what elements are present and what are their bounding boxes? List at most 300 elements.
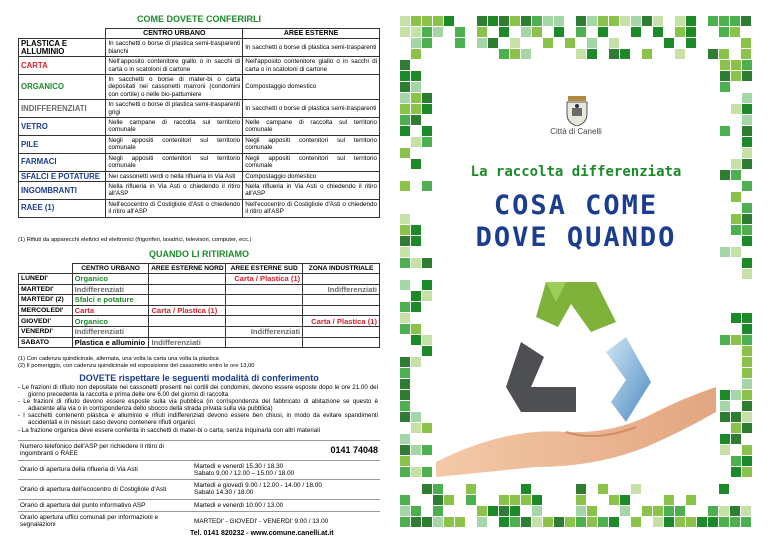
border-square <box>422 104 432 114</box>
border-square <box>631 16 641 26</box>
recycle-hand-illustration <box>426 262 726 482</box>
urban-instruction: In sacchetti o borse di plastica semi-trasparenti grigi <box>106 100 243 118</box>
waste-type-label: INGOMBRANTI <box>19 181 106 199</box>
border-square <box>510 38 520 48</box>
schedule-cell-urban: Indifferenziati <box>72 284 149 295</box>
border-square <box>741 506 751 516</box>
border-square <box>742 456 752 466</box>
border-square <box>499 16 509 26</box>
how-row <box>19 181 380 199</box>
border-square <box>642 49 652 59</box>
border-square <box>510 517 520 527</box>
border-square <box>664 506 674 516</box>
border-square <box>477 38 487 48</box>
border-square <box>675 517 685 527</box>
border-square <box>411 236 421 246</box>
border-square <box>532 27 542 37</box>
border-square <box>731 390 741 400</box>
border-square <box>400 115 410 125</box>
how-row <box>19 199 380 217</box>
border-square <box>433 495 443 505</box>
border-square <box>477 16 487 26</box>
schedule-cell-north: Indifferenziati <box>149 337 226 348</box>
border-square <box>686 517 696 527</box>
border-square <box>742 346 752 356</box>
how-row <box>19 39 380 57</box>
city-crest-icon <box>564 96 590 126</box>
border-square <box>609 517 619 527</box>
border-square <box>609 38 619 48</box>
border-square <box>433 517 443 527</box>
border-square <box>444 495 454 505</box>
border-square <box>741 16 751 26</box>
schedule-header: AREE ESTERNE NORD <box>149 264 226 274</box>
urban-instruction: In sacchetti o borse di plastica semi-trasparenti bianchi <box>106 39 243 57</box>
waste-type-label: CARTA <box>19 57 106 75</box>
border-square <box>521 495 531 505</box>
border-square <box>400 434 410 444</box>
border-square <box>731 434 741 444</box>
how-row <box>19 75 380 100</box>
border-square <box>742 423 752 433</box>
border-square <box>742 71 752 81</box>
urban-instruction: Negli appositi contenitori sul territorio comunale <box>106 135 243 153</box>
border-square <box>742 60 752 70</box>
border-square <box>477 506 487 516</box>
border-square <box>422 16 432 26</box>
border-square <box>532 16 542 26</box>
border-square <box>411 49 421 59</box>
info-value: Martedì e giovedì 9.00 / 12.00 - 14.00 / 18.00 Sabato 14.30 / 18.00 <box>192 480 380 500</box>
border-square <box>400 324 410 334</box>
city-name: Città di Canelli <box>550 127 602 136</box>
info-row <box>18 499 380 511</box>
border-square <box>598 484 608 494</box>
outer-instruction: Nelle campane di raccolta sul territorio comunale <box>243 118 380 136</box>
border-square <box>742 159 752 169</box>
border-square <box>730 16 740 26</box>
border-square <box>400 412 410 422</box>
border-square <box>543 38 553 48</box>
schedule-row <box>19 284 380 295</box>
border-square <box>719 16 729 26</box>
border-square <box>499 495 509 505</box>
section-title-when: QUANDO LI RITIRIAMO <box>149 249 249 259</box>
border-square <box>411 423 421 433</box>
border-square <box>422 484 432 494</box>
border-square <box>664 517 674 527</box>
how-row <box>19 171 380 181</box>
schedule-cell-south <box>226 316 303 327</box>
border-square <box>400 495 410 505</box>
border-square <box>521 49 531 59</box>
border-square <box>400 506 410 516</box>
border-square <box>510 495 520 505</box>
border-square <box>576 495 586 505</box>
info-value: Martedì e venerdì 15.30 / 18.30 Sabato 9.00 / 12.00 – 15.00 / 18.00 <box>192 460 380 480</box>
info-label: Orario di apertura dell'ecocentro di Costigliole d'Asti <box>18 480 192 500</box>
border-square <box>631 27 641 37</box>
schedule-cell-ind <box>303 337 380 348</box>
border-square <box>587 16 597 26</box>
border-square <box>400 401 410 411</box>
border-square <box>444 517 454 527</box>
border-square <box>411 506 421 516</box>
border-square <box>411 302 421 312</box>
border-square <box>719 484 729 494</box>
border-square <box>720 71 730 81</box>
border-square <box>730 27 740 37</box>
border-square <box>742 137 752 147</box>
urban-instruction: Nella riflueria in Via Asti o chiedendo il ritiro all'ASP <box>106 181 243 199</box>
schedule-header: AREE ESTERNE SUD <box>226 264 303 274</box>
border-square <box>731 335 741 345</box>
border-square <box>742 412 752 422</box>
info-label: Orario apertura uffici comunali per informazioni e segnalazioni <box>18 512 192 531</box>
border-square <box>554 517 564 527</box>
waste-type-label: ORGANICO <box>19 75 106 100</box>
border-square <box>719 27 729 37</box>
info-value: Martedì e venerdì 10.00 / 13.00 <box>192 499 380 511</box>
col-urban-header: CENTRO URBANO <box>106 29 243 39</box>
border-square <box>741 517 751 527</box>
border-square <box>741 49 751 59</box>
border-square <box>620 506 630 516</box>
border-square <box>400 467 410 477</box>
outer-instruction: Nell'apposito contenitore giallo o in sacchi di carta o in scatoloni di cartone <box>243 57 380 75</box>
border-square <box>532 517 542 527</box>
schedule-day: MARTEDI' <box>19 284 73 295</box>
border-square <box>742 335 752 345</box>
border-square <box>521 517 531 527</box>
border-square <box>587 517 597 527</box>
border-square <box>708 49 718 59</box>
border-square <box>609 495 619 505</box>
schedule-cell-urban: Indifferenziati <box>72 326 149 337</box>
note-raee: (1) Rifiuti da apparecchi elettrici ed elettronici (frigoriferi, lavatrici, televisori, computer, ecc.) <box>18 237 252 243</box>
how-table <box>18 28 380 218</box>
border-square <box>411 82 421 92</box>
schedule-cell-urban: Sfalci e potature <box>72 295 149 306</box>
schedule-cell-south: Indifferenziati <box>226 326 303 337</box>
border-square <box>510 506 520 516</box>
waste-type-label: SFALCI E POTATURE <box>19 171 106 181</box>
outer-instruction: Nella riflueria in Via Asti o chiedendo il ritiro all'ASP <box>243 181 380 199</box>
border-square <box>499 506 509 516</box>
border-square <box>499 27 509 37</box>
border-square <box>686 495 696 505</box>
schedule-cell-ind <box>303 305 380 316</box>
rule-item <box>18 427 378 434</box>
schedule-cell-urban: Organico <box>72 316 149 327</box>
outer-instruction: Compostaggio domestico <box>243 75 380 100</box>
border-square <box>598 517 608 527</box>
border-square <box>731 214 741 224</box>
border-square <box>411 324 421 334</box>
border-square <box>400 258 410 268</box>
border-square <box>411 258 421 268</box>
rule-item <box>18 398 378 412</box>
section-title-how: COME DOVETE CONFERIRLI <box>136 14 261 24</box>
border-square <box>433 506 443 516</box>
border-square <box>730 506 740 516</box>
border-square <box>664 38 674 48</box>
border-square <box>731 60 741 70</box>
border-square <box>411 16 421 26</box>
urban-instruction: Negli appositi contenitori sul territorio comunale <box>106 153 243 171</box>
border-square <box>742 401 752 411</box>
border-square <box>742 324 752 334</box>
schedule-row <box>19 316 380 327</box>
border-square <box>499 49 509 59</box>
border-square <box>631 517 641 527</box>
urban-instruction: Nell'apposito contenitore giallo o in sacchi di carta o in scatoloni di cartone <box>106 57 243 75</box>
waste-type-label: PILE <box>19 135 106 153</box>
schedule-cell-ind: Carta / Plastica (1) <box>303 316 380 327</box>
info-value: MARTEDI' - GIOVEDI' - VENERDI' 9.00 / 13.00 <box>192 512 380 531</box>
rule-text: Le frazioni di rifiuto devono essere esposte sulla via pubblica (in corrispondenza del fabbricato di abitazione se questo è adiacente alla via o in corrispondenza dello sbocco della strada privata sulla via pubblica) <box>23 398 379 413</box>
info-label: Orario di apertura della riflueria di Via Asti <box>18 460 192 480</box>
cover-subtitle: La raccolta differenziata <box>470 164 682 180</box>
outer-instruction: In sacchetti o borse di plastica semi-trasparenti <box>243 100 380 118</box>
border-square <box>620 16 630 26</box>
border-square <box>708 517 718 527</box>
border-square <box>576 49 586 59</box>
schedule-cell-south <box>226 337 303 348</box>
border-square <box>742 269 752 279</box>
border-square <box>400 148 410 158</box>
border-square <box>742 93 752 103</box>
border-square <box>499 517 509 527</box>
border-square <box>697 517 707 527</box>
border-square <box>731 467 741 477</box>
border-square <box>620 49 630 59</box>
info-label: Numero telefonico dell'ASP per richiedere il ritiro di ingombranti o RAEE <box>18 441 192 461</box>
border-square <box>532 506 542 516</box>
border-square <box>565 38 575 48</box>
border-square <box>411 291 421 301</box>
schedule-cell-south <box>226 305 303 316</box>
border-square <box>433 27 443 37</box>
border-square <box>642 16 652 26</box>
border-square <box>400 280 410 290</box>
border-square <box>675 27 685 37</box>
border-square <box>731 412 741 422</box>
border-square <box>400 390 410 400</box>
how-row <box>19 57 380 75</box>
bullet-dash: - <box>18 398 24 406</box>
border-square <box>720 60 730 70</box>
border-square <box>730 517 740 527</box>
border-square <box>400 71 410 81</box>
border-square <box>719 49 729 59</box>
border-square <box>719 506 729 516</box>
border-square <box>400 16 410 26</box>
border-square <box>400 302 410 312</box>
border-square <box>675 506 685 516</box>
how-row <box>19 118 380 136</box>
border-square <box>731 313 741 323</box>
border-square <box>400 236 410 246</box>
border-square <box>742 126 752 136</box>
rule-item <box>18 384 378 398</box>
border-square <box>411 137 421 147</box>
schedule-cell-urban: Carta <box>72 305 149 316</box>
outer-instruction: Compostaggio domestico <box>243 171 380 181</box>
border-square <box>731 104 741 114</box>
border-square <box>400 357 410 367</box>
border-square <box>620 495 630 505</box>
border-square <box>455 517 465 527</box>
border-square <box>686 38 696 48</box>
border-square <box>532 495 542 505</box>
waste-type-label: RAEE (1) <box>19 199 106 217</box>
border-square <box>742 379 752 389</box>
border-square <box>653 517 663 527</box>
border-square <box>719 517 729 527</box>
border-square <box>411 445 421 455</box>
border-square <box>411 357 421 367</box>
border-square <box>653 506 663 516</box>
border-square <box>742 225 752 235</box>
schedule-day: VENERDI' <box>19 326 73 337</box>
how-row <box>19 135 380 153</box>
border-square <box>631 484 641 494</box>
info-value: 0141 74048 <box>192 441 380 461</box>
schedule-row <box>19 274 380 285</box>
border-square <box>411 467 421 477</box>
border-square <box>731 225 741 235</box>
border-square <box>477 27 487 37</box>
border-square <box>400 126 410 136</box>
note-afternoon: (2) Il pomeriggio, con cadenza quindicinale ed esposizione del cassonetto entro le ore 13,00 <box>18 363 255 369</box>
border-square <box>422 517 432 527</box>
schedule-cell-urban: Organico <box>72 274 149 285</box>
border-square <box>477 517 487 527</box>
border-square <box>400 445 410 455</box>
info-row <box>18 480 380 500</box>
border-square <box>742 313 752 323</box>
border-square <box>576 484 586 494</box>
border-square <box>554 27 564 37</box>
border-square <box>576 517 586 527</box>
bullet-dash: - <box>18 384 23 391</box>
border-square <box>411 71 421 81</box>
urban-instruction: In sacchetti o borse di mater-bi o carta depositati nei cassonetti marroni (condomini con cortile) o nelle bio-pattumiere <box>106 75 243 100</box>
schedule-cell-north <box>149 326 226 337</box>
border-square <box>411 517 421 527</box>
border-square <box>720 82 730 92</box>
border-square <box>422 38 432 48</box>
info-label: Orario di apertura del punto informativo ASP <box>18 499 192 511</box>
section-title-rules: DOVETE rispettare le seguenti modalità di conferimento <box>79 373 319 383</box>
border-square <box>587 49 597 59</box>
border-square <box>411 27 421 37</box>
outer-instruction: Nell'ecocentro di Costigliole d'Asti o chiedendo il ritiro all'ASP <box>243 199 380 217</box>
schedule-day: MARTEDI' (2) <box>19 295 73 306</box>
schedule-cell-ind: Indifferenziati <box>303 284 380 295</box>
border-square <box>411 38 421 48</box>
border-square <box>488 38 498 48</box>
schedule-day: SABATO <box>19 337 73 348</box>
border-square <box>741 38 751 48</box>
border-square <box>720 170 730 180</box>
schedule-cell-ind <box>303 274 380 285</box>
border-square <box>731 71 741 81</box>
info-row <box>18 512 380 531</box>
border-square <box>708 506 718 516</box>
border-square <box>400 368 410 378</box>
border-square <box>400 214 410 224</box>
schedule-row <box>19 305 380 316</box>
border-square <box>400 93 410 103</box>
outer-instruction: Negli appositi contenitori sul territorio comunale <box>243 135 380 153</box>
border-square <box>400 313 410 323</box>
schedule-row <box>19 337 380 348</box>
border-square <box>720 126 730 136</box>
border-square <box>400 379 410 389</box>
waste-type-label: PLASTICA E ALLUMINIO <box>19 39 106 57</box>
schedule-day: MERCOLEDI' <box>19 305 73 316</box>
border-square <box>433 16 443 26</box>
schedule-table <box>18 263 380 348</box>
border-square <box>686 27 696 37</box>
border-square <box>400 27 410 37</box>
info-table <box>18 440 380 531</box>
border-square <box>742 115 752 125</box>
border-square <box>488 16 498 26</box>
border-square <box>708 16 718 26</box>
rule-text: I sacchetti contenenti plastica e alluminio e rifiuti indifferenziati devono essere ben chiusi, in modo da evitare spandimenti accidentali e in nessun caso devono contenere rifiuti organici <box>23 412 378 427</box>
border-square <box>731 423 741 433</box>
schedule-cell-ind <box>303 326 380 337</box>
schedule-cell-ind <box>303 295 380 306</box>
border-square <box>675 49 685 59</box>
leaflet-cover-page <box>384 0 768 543</box>
border-square <box>422 137 432 147</box>
border-square <box>400 181 410 191</box>
border-square <box>400 60 410 70</box>
border-square <box>510 49 520 59</box>
border-square <box>565 517 575 527</box>
cover-title-line1: COSA COME <box>493 190 659 221</box>
waste-type-label: INDIFFERENZIATI <box>19 100 106 118</box>
urban-instruction: Nei cassonetti verdi o nella riflueria in Via Asti <box>106 171 243 181</box>
border-square <box>653 16 663 26</box>
rule-text: Le frazioni di rifiuto non depositate nei cassonetti presenti nei cortili dei condomini, devono essere esposte dopo le ore 21.00 del giorno precedente la raccolta e prima delle ore 6.00 del giorno di raccolta <box>22 384 378 399</box>
schedule-cell-north <box>149 316 226 327</box>
border-square <box>488 506 498 516</box>
border-square <box>675 16 685 26</box>
border-square <box>576 16 586 26</box>
schedule-row <box>19 295 380 306</box>
border-square <box>400 104 410 114</box>
footer-contact: Tel. 0141 820232 - www.comune.canelli.at.it <box>190 530 334 537</box>
border-square <box>742 258 752 268</box>
border-square <box>400 456 410 466</box>
border-square <box>400 517 410 527</box>
waste-type-label: VETRO <box>19 118 106 136</box>
border-square <box>543 517 553 527</box>
border-square <box>653 27 663 37</box>
schedule-day: LUNEDI' <box>19 274 73 285</box>
border-square <box>411 412 421 422</box>
waste-type-label: FARMACI <box>19 153 106 171</box>
border-square <box>609 16 619 26</box>
border-square <box>455 27 465 37</box>
how-row <box>19 153 380 171</box>
border-square <box>742 214 752 224</box>
